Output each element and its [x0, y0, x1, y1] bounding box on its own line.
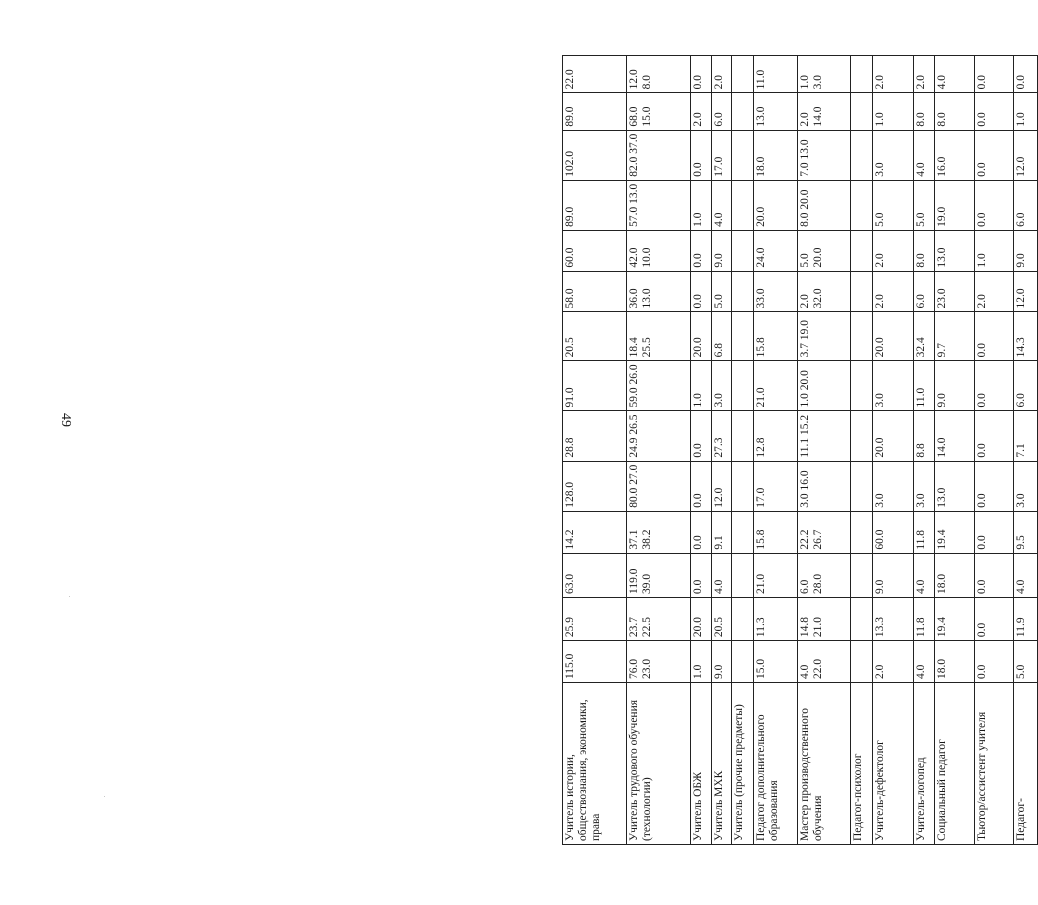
table-cell: [851, 271, 873, 312]
table-cell: 68.0 15.0: [627, 93, 691, 130]
table-cell: 4.0: [914, 641, 935, 683]
table-cell: [732, 56, 754, 93]
table-cell: 6.0: [914, 271, 935, 312]
table-cell: 4.0: [711, 180, 732, 230]
table-cell: [851, 312, 873, 361]
table-cell: 5.0: [1013, 641, 1037, 683]
table-cell: [732, 411, 754, 461]
table-cell: 14.8 21.0: [797, 597, 851, 640]
table-cell: 0.0: [974, 553, 1013, 597]
table-cell: [732, 271, 754, 312]
table-cell: 5.0: [711, 271, 732, 312]
row-label: Тьютор/ассистент учителя: [974, 683, 1013, 845]
table-cell: 8.8: [914, 411, 935, 461]
table-row: [563, 56, 627, 845]
table-cell: 128.0: [563, 461, 627, 511]
table-cell: 3.7 19.0: [797, 312, 851, 361]
table-cell: 0.0: [974, 511, 1013, 553]
table-cell: 0.0: [691, 130, 712, 180]
table-cell: 0.0: [974, 93, 1013, 130]
table-cell: 6.0: [1013, 361, 1037, 411]
table-cell: 1.0: [691, 361, 712, 411]
table-cell: 89.0: [563, 93, 627, 130]
table-cell: 4.0: [914, 130, 935, 180]
table-cell: 24.0: [754, 230, 797, 271]
table-cell: 60.0: [563, 230, 627, 271]
table-cell: 76.0 23.0: [627, 641, 691, 683]
table-cell: 18.4 25.5: [627, 312, 691, 361]
table-cell: 0.0: [691, 56, 712, 93]
table-cell: 11.0: [754, 56, 797, 93]
table-cell: 22.0: [563, 56, 627, 93]
table-cell: 0.0: [974, 411, 1013, 461]
table-cell: 15.8: [754, 511, 797, 553]
table-cell: 16.0: [934, 130, 974, 180]
row-label: Социальный педагог: [934, 683, 974, 845]
table-cell: 57.0 13.0: [627, 180, 691, 230]
table-cell: 89.0: [563, 180, 627, 230]
table-cell: 0.0: [974, 180, 1013, 230]
table-cell: 2.0: [974, 271, 1013, 312]
table-cell: 4.0: [1013, 553, 1037, 597]
table-row: [627, 56, 691, 845]
table-cell: 14.3: [1013, 312, 1037, 361]
table-cell: 3.0 16.0: [797, 461, 851, 511]
table-cell: 3.0: [1013, 461, 1037, 511]
table-cell: 17.0: [711, 130, 732, 180]
table-cell: [851, 130, 873, 180]
table-cell: 28.8: [563, 411, 627, 461]
table-cell: 2.0: [873, 230, 914, 271]
row-label: Педагог-психолог: [851, 683, 873, 845]
table-cell: 8.0: [914, 93, 935, 130]
table-cell: [732, 230, 754, 271]
table-cell: [732, 461, 754, 511]
table-cell: 6.0: [711, 93, 732, 130]
table-cell: 19.4: [934, 511, 974, 553]
table-cell: 33.0: [754, 271, 797, 312]
table-cell: 20.0: [873, 312, 914, 361]
table-cell: 15.0: [754, 641, 797, 683]
table-cell: [851, 641, 873, 683]
page-number: 49: [58, 413, 73, 427]
table-cell: 0.0: [974, 130, 1013, 180]
table-cell: 14.0: [934, 411, 974, 461]
table-cell: 11.8: [914, 511, 935, 553]
table-cell: 5.0 20.0: [797, 230, 851, 271]
table-cell: [851, 461, 873, 511]
table-cell: 5.0: [914, 180, 935, 230]
table-cell: 0.0: [974, 461, 1013, 511]
table-cell: 0.0: [691, 553, 712, 597]
table-cell: 9.0: [873, 553, 914, 597]
table-cell: 3.0: [914, 461, 935, 511]
table-cell: 12.0: [1013, 271, 1037, 312]
table-row: [691, 56, 712, 845]
table-cell: 0.0: [691, 271, 712, 312]
table-cell: [732, 361, 754, 411]
table-cell: 11.9: [1013, 597, 1037, 640]
table-cell: 7.1: [1013, 411, 1037, 461]
table-cell: 1.0: [974, 230, 1013, 271]
table-cell: 23.0: [934, 271, 974, 312]
table-cell: [732, 93, 754, 130]
row-label: Учитель-логопед: [914, 683, 935, 845]
row-label: Педагог дополнительного образования: [754, 683, 797, 845]
table-cell: 12.0: [711, 461, 732, 511]
table-cell: 14.2: [563, 511, 627, 553]
table-cell: 2.0: [873, 56, 914, 93]
table-cell: 0.0: [974, 56, 1013, 93]
table-cell: 21.0: [754, 361, 797, 411]
table-cell: 6.8: [711, 312, 732, 361]
table-cell: 4.0: [914, 553, 935, 597]
table-cell: [732, 130, 754, 180]
table-cell: 0.0: [691, 461, 712, 511]
row-label: Учитель истории, обществознания, экономики, права: [563, 683, 627, 845]
row-label: Учитель ОБЖ: [691, 683, 712, 845]
table-cell: 63.0: [563, 553, 627, 597]
table-cell: 19.0: [934, 180, 974, 230]
table-cell: 18.0: [934, 641, 974, 683]
table-cell: 12.8: [754, 411, 797, 461]
table-cell: 1.0 20.0: [797, 361, 851, 411]
table-cell: 82.0 37.0: [627, 130, 691, 180]
table-cell: [851, 230, 873, 271]
staff-table: [562, 55, 1038, 845]
table-cell: 20.5: [711, 597, 732, 640]
table-row: [732, 56, 754, 845]
table-cell: 9.0: [711, 641, 732, 683]
table-frame: [86, 55, 1027, 845]
table-cell: 36.0 13.0: [627, 271, 691, 312]
table-cell: 3.0: [873, 361, 914, 411]
table-cell: 22.2 26.7: [797, 511, 851, 553]
table-cell: 0.0: [974, 361, 1013, 411]
table-cell: 13.0: [934, 461, 974, 511]
table-cell: [732, 180, 754, 230]
table-cell: [732, 511, 754, 553]
table-cell: 9.0: [711, 230, 732, 271]
table-cell: [851, 361, 873, 411]
row-label: Мастер производственного обучения: [797, 683, 851, 845]
table-cell: 2.0: [873, 641, 914, 683]
table-cell: 9.0: [1013, 230, 1037, 271]
table-cell: 3.0: [873, 130, 914, 180]
table-row: [974, 56, 1013, 845]
table-cell: 11.1 15.2: [797, 411, 851, 461]
table-cell: [732, 312, 754, 361]
table-cell: 27.3: [711, 411, 732, 461]
table-cell: 59.0 26.0: [627, 361, 691, 411]
table-cell: 9.0: [934, 361, 974, 411]
table-cell: 1.0: [691, 180, 712, 230]
row-label: Учитель МХК: [711, 683, 732, 845]
table-cell: 32.4: [914, 312, 935, 361]
table-cell: [851, 180, 873, 230]
table-cell: 2.0 14.0: [797, 93, 851, 130]
table-cell: [851, 56, 873, 93]
table-cell: [851, 411, 873, 461]
table-cell: 17.0: [754, 461, 797, 511]
table-cell: 42.0 10.0: [627, 230, 691, 271]
table-cell: [732, 641, 754, 683]
table-cell: 58.0: [563, 271, 627, 312]
table-cell: 4.0 22.0: [797, 641, 851, 683]
table-cell: 20.5: [563, 312, 627, 361]
table-cell: 9.5: [1013, 511, 1037, 553]
table-cell: 8.0: [934, 93, 974, 130]
table-cell: 0.0: [974, 641, 1013, 683]
table-cell: 23.7 22.5: [627, 597, 691, 640]
table-cell: 19.4: [934, 597, 974, 640]
table-cell: 3.0: [873, 461, 914, 511]
table-cell: [851, 553, 873, 597]
table-cell: 13.0: [754, 93, 797, 130]
table-cell: 6.0 28.0: [797, 553, 851, 597]
table-cell: 102.0: [563, 130, 627, 180]
table-cell: 4.0: [934, 56, 974, 93]
row-label: Педагог-: [1013, 683, 1037, 845]
table-cell: [732, 597, 754, 640]
table-cell: 8.0: [914, 230, 935, 271]
table-cell: 20.0: [691, 312, 712, 361]
scan-speck: [69, 596, 70, 597]
table-cell: 18.0: [934, 553, 974, 597]
row-label: Учитель-дефектолог: [873, 683, 914, 845]
table-cell: 2.0: [914, 56, 935, 93]
table-cell: [851, 511, 873, 553]
table-cell: 1.0: [873, 93, 914, 130]
table-cell: 1.0: [691, 641, 712, 683]
table-cell: 13.3: [873, 597, 914, 640]
table-cell: 20.0: [691, 597, 712, 640]
table-cell: 9.1: [711, 511, 732, 553]
table-cell: 2.0: [873, 271, 914, 312]
table-cell: 7.0 13.0: [797, 130, 851, 180]
table-cell: [732, 553, 754, 597]
table-cell: 12.0: [1013, 130, 1037, 180]
table-cell: 37.1 38.2: [627, 511, 691, 553]
table-cell: 21.0: [754, 553, 797, 597]
row-label: Учитель (прочие предметы): [732, 683, 754, 845]
table-cell: 3.0: [711, 361, 732, 411]
table-cell: 1.0 3.0: [797, 56, 851, 93]
table-cell: 11.3: [754, 597, 797, 640]
table-row: [711, 56, 732, 845]
table-row: [914, 56, 935, 845]
table-cell: 1.0: [1013, 93, 1037, 130]
table-cell: 6.0: [1013, 180, 1037, 230]
table-cell: [851, 93, 873, 130]
table-row: [873, 56, 914, 845]
table-cell: 9.7: [934, 312, 974, 361]
table-cell: 11.0: [914, 361, 935, 411]
table-cell: 0.0: [691, 230, 712, 271]
table-cell: 0.0: [974, 312, 1013, 361]
table-cell: 91.0: [563, 361, 627, 411]
table-cell: 5.0: [873, 180, 914, 230]
rotated-table-container: [562, 55, 1038, 845]
table-cell: 60.0: [873, 511, 914, 553]
table-row: [851, 56, 873, 845]
table-cell: 12.0 8.0: [627, 56, 691, 93]
table-cell: 0.0: [974, 597, 1013, 640]
table-row: [1013, 56, 1037, 845]
table-row: [797, 56, 851, 845]
table-cell: 115.0: [563, 641, 627, 683]
table-cell: 20.0: [754, 180, 797, 230]
table-cell: 2.0 32.0: [797, 271, 851, 312]
table-cell: 24.9 26.5: [627, 411, 691, 461]
table-cell: 0.0: [691, 411, 712, 461]
table-row: [754, 56, 797, 845]
table-cell: 0.0: [1013, 56, 1037, 93]
row-label: Учитель трудового обучения (технологии): [627, 683, 691, 845]
table-cell: 11.8: [914, 597, 935, 640]
table-cell: 8.0 20.0: [797, 180, 851, 230]
table-cell: [851, 597, 873, 640]
table-cell: 15.8: [754, 312, 797, 361]
table-cell: 25.9: [563, 597, 627, 640]
table-row: [934, 56, 974, 845]
table-cell: 2.0: [711, 56, 732, 93]
table-cell: 18.0: [754, 130, 797, 180]
table-cell: 13.0: [934, 230, 974, 271]
table-cell: 119.0 39.0: [627, 553, 691, 597]
table-cell: 80.0 27.0: [627, 461, 691, 511]
table-cell: 4.0: [711, 553, 732, 597]
table-cell: 20.0: [873, 411, 914, 461]
table-cell: 2.0: [691, 93, 712, 130]
table-cell: 0.0: [691, 511, 712, 553]
